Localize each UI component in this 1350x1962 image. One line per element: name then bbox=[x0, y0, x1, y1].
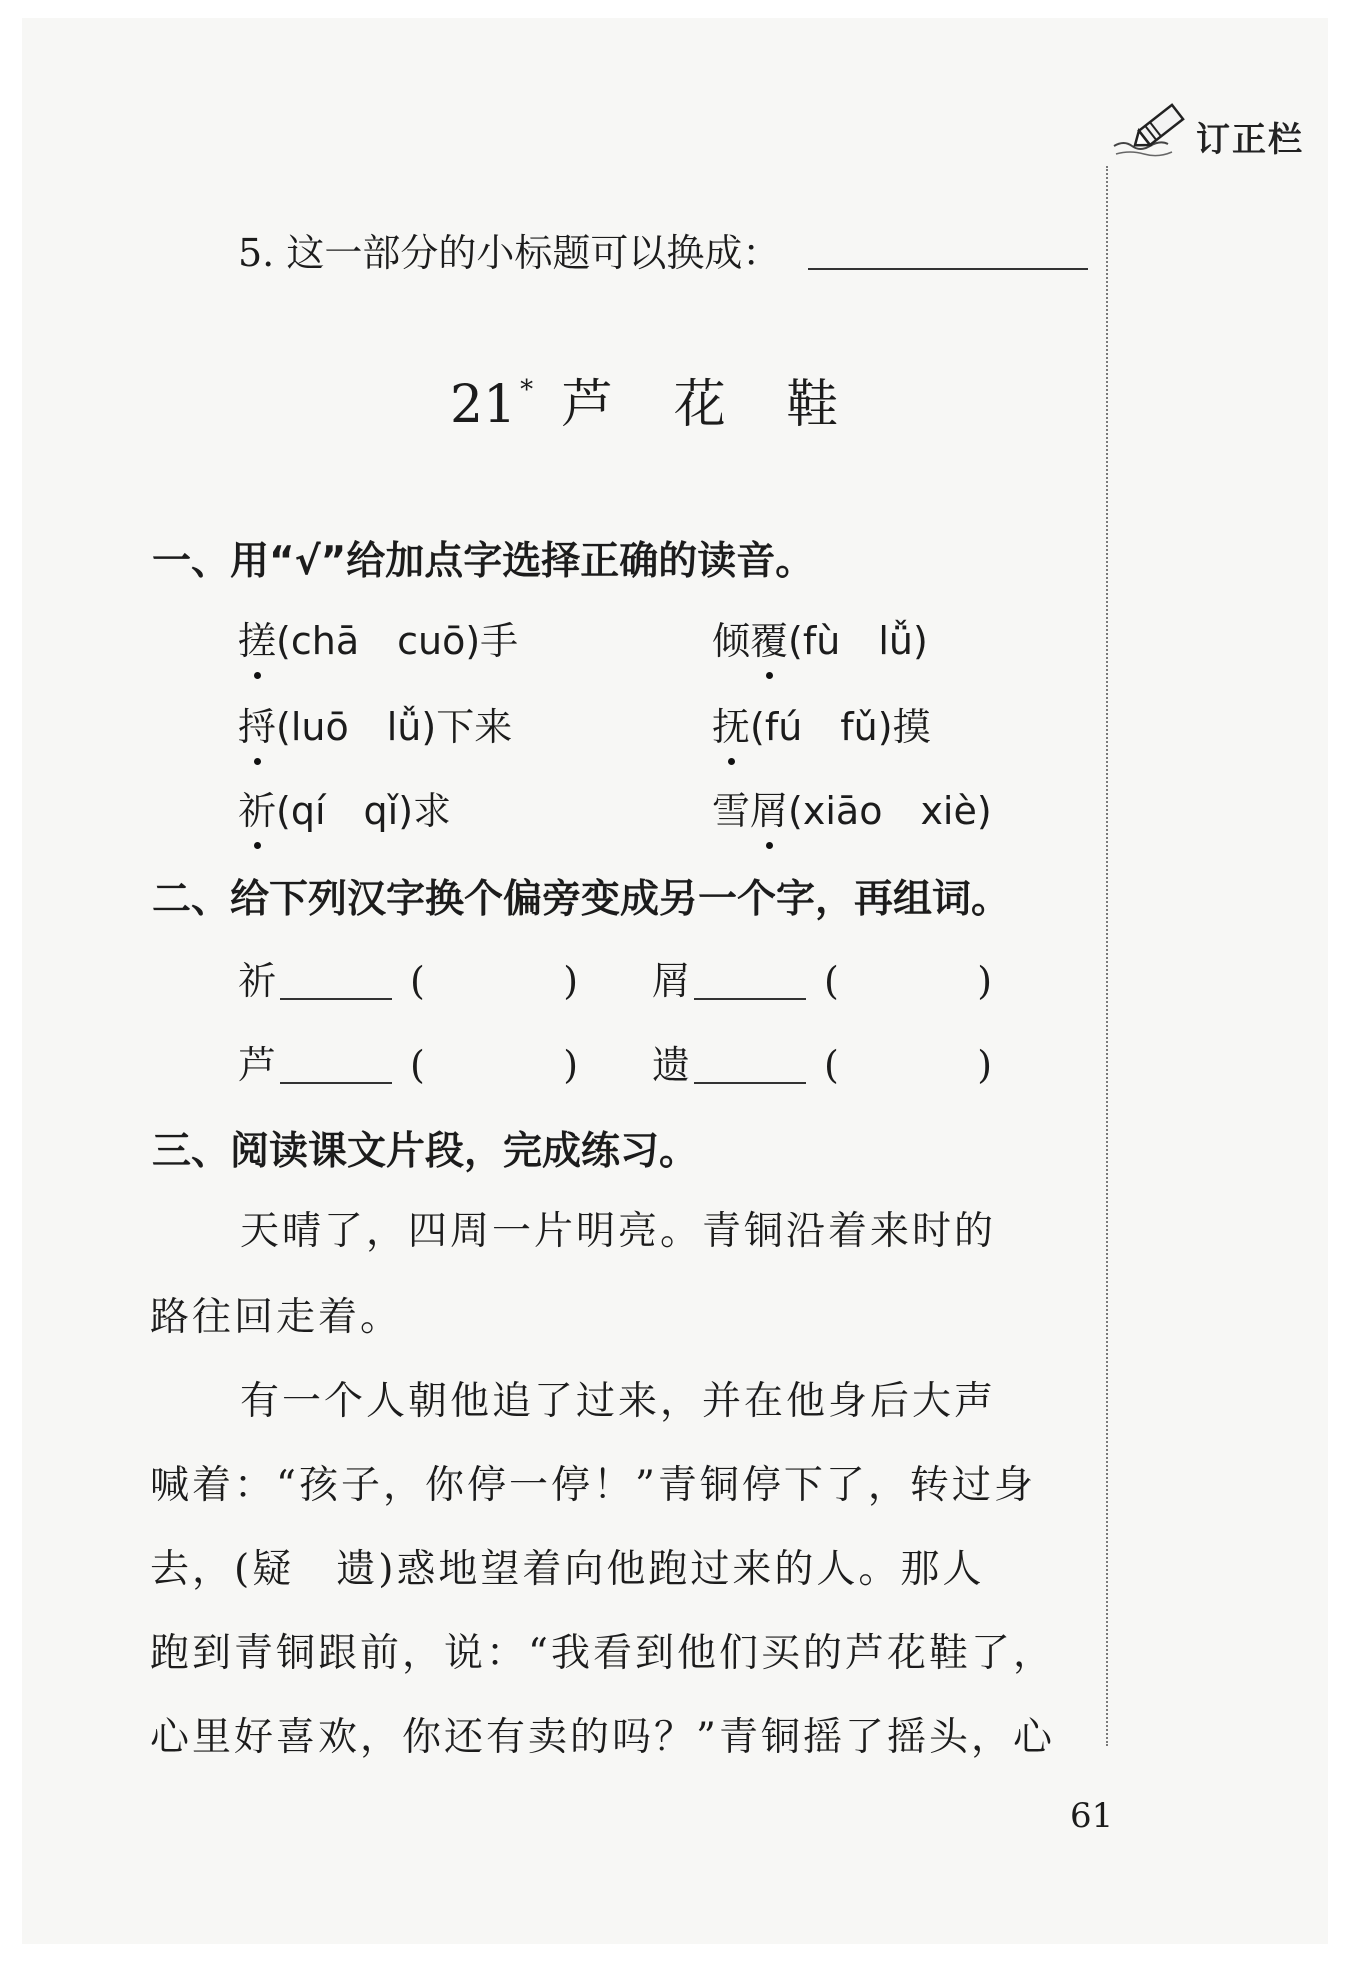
dotted-character: 祈 bbox=[238, 780, 276, 835]
pinyin-choices[interactable]: (fú fǔ) bbox=[750, 705, 893, 749]
pinyin-item bbox=[238, 780, 451, 835]
correction-margin-divider bbox=[1106, 166, 1108, 1746]
radical-item bbox=[652, 1034, 992, 1089]
passage-line: 心里好喜欢，你还有卖的吗？”青铜摇了摇头，心 bbox=[150, 1715, 1055, 1760]
new-character-blank[interactable] bbox=[280, 998, 392, 1000]
pinyin-item bbox=[238, 696, 512, 751]
pinyin-choices[interactable]: (luō lǚ) bbox=[276, 705, 437, 749]
passage-line: 天晴了，四周一片明亮。青铜沿着来时的 bbox=[240, 1209, 997, 1254]
page-number: 61 bbox=[1070, 1796, 1114, 1836]
radical-item bbox=[238, 1034, 578, 1089]
dotted-character: 屑 bbox=[750, 780, 788, 835]
radical-item bbox=[652, 950, 992, 1005]
pinyin-item bbox=[712, 610, 928, 665]
dotted-character: 捋 bbox=[238, 696, 276, 751]
radical-item bbox=[238, 950, 578, 1005]
lesson-name: 芦 花 鞋 bbox=[561, 375, 861, 435]
lesson-number: 21 bbox=[450, 375, 517, 435]
word-prefix: 倾 bbox=[712, 619, 751, 663]
optional-lesson-mark: * bbox=[520, 375, 536, 405]
correction-column-label: 订正栏 bbox=[1196, 120, 1304, 160]
new-character-blank[interactable] bbox=[694, 998, 806, 1000]
pinyin-choices[interactable]: (qí qǐ) bbox=[276, 789, 414, 833]
pinyin-choices[interactable]: (xiāo xiè) bbox=[788, 789, 992, 833]
dotted-character: 搓 bbox=[238, 610, 276, 665]
word-suffix: 手 bbox=[480, 619, 519, 663]
pinyin-item bbox=[238, 610, 518, 665]
word-answer-parens[interactable]: ( ) bbox=[824, 1043, 993, 1087]
passage-line: 喊着：“孩子，你停一停！”青铜停下了，转过身 bbox=[150, 1463, 1036, 1508]
word-prefix: 雪 bbox=[712, 789, 751, 833]
pinyin-choices[interactable]: (chā cuō) bbox=[276, 619, 481, 663]
source-character: 屑 bbox=[652, 959, 691, 1003]
lesson-title bbox=[450, 362, 860, 437]
word-suffix: 求 bbox=[413, 789, 452, 833]
dotted-character: 抚 bbox=[712, 696, 750, 751]
word-answer-parens[interactable]: ( ) bbox=[824, 959, 993, 1003]
passage-line: 有一个人朝他追了过来，并在他身后大声 bbox=[240, 1379, 997, 1424]
passage-line: 去，(疑 遗)惑地望着向他跑过来的人。那人 bbox=[150, 1547, 985, 1592]
word-answer-parens[interactable]: ( ) bbox=[410, 959, 579, 1003]
source-character: 祈 bbox=[238, 959, 277, 1003]
passage-line: 路往回走着。 bbox=[150, 1295, 403, 1340]
passage-line: 跑到青铜跟前，说：“我看到他们买的芦花鞋了， bbox=[150, 1631, 1055, 1676]
pinyin-item bbox=[712, 696, 931, 751]
dotted-character: 覆 bbox=[750, 610, 788, 665]
pencil-icon bbox=[1110, 96, 1202, 166]
word-suffix: 下来 bbox=[436, 705, 513, 749]
question-5: 5. 这一部分的小标题可以换成： bbox=[238, 231, 781, 275]
new-character-blank[interactable] bbox=[694, 1082, 806, 1084]
section-2-heading: 二、给下列汉字换个偏旁变成另一个字，再组词。 bbox=[152, 877, 1011, 922]
pinyin-item bbox=[712, 780, 992, 835]
word-suffix: 摸 bbox=[892, 705, 931, 749]
source-character: 芦 bbox=[238, 1043, 277, 1087]
section-1-heading: 一、用“√”给加点字选择正确的读音。 bbox=[152, 539, 815, 584]
new-character-blank[interactable] bbox=[280, 1082, 392, 1084]
section-3-heading: 三、阅读课文片段，完成练习。 bbox=[152, 1129, 699, 1174]
source-character: 遗 bbox=[652, 1043, 691, 1087]
answer-blank-q5[interactable] bbox=[808, 268, 1088, 270]
pinyin-choices[interactable]: (fù lǚ) bbox=[788, 619, 928, 663]
word-answer-parens[interactable]: ( ) bbox=[410, 1043, 579, 1087]
